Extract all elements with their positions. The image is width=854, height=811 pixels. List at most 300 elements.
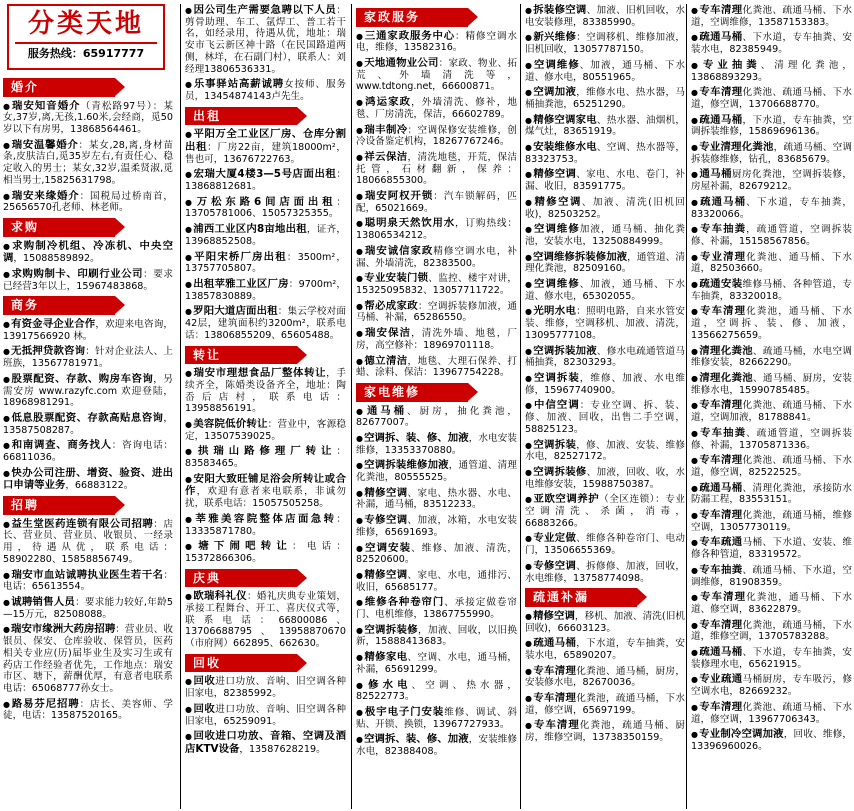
classified-ad — [3, 623, 173, 694]
ad-text: ：营业员、收银员、保安、仓库验收、保管员，医药相关专业应(历)届毕业生及实习生或有药店工作经验者优先，工作地点：瑞安市区、塘下，薪酬优厚，有意者电联系电话：65068777孙女士。 — [3, 624, 173, 694]
ad-name: 专业制冷空调加液 — [699, 728, 784, 741]
ad-text: ，下水道，专车抽粪，空调拆装维修，15869696136。 — [691, 114, 852, 138]
classified-ad — [525, 560, 685, 584]
ad-text: ，66883122。 — [65, 480, 134, 492]
ad-text: 、拆修修、加液，回收，水电维修，13758774098。 — [525, 560, 685, 584]
ad-text: ：9700m²，13857830889。 — [185, 278, 346, 302]
ad-name: 专车清理 — [699, 509, 743, 522]
ad-name: 宏瑞大厦4楼3—5号店面出租 — [193, 168, 337, 181]
classified-ad — [3, 345, 173, 369]
ad-name: 精修家电 — [364, 651, 408, 664]
classified-ad — [356, 327, 517, 351]
classified-ad — [691, 141, 852, 165]
ad-text: 、家电、热水器、水电、补漏，通马桶，83512233。 — [356, 487, 517, 511]
ad-text: 化粪池、通马桶、下水道，82503660。 — [691, 251, 852, 275]
ad-name: 德立清洁 — [364, 354, 408, 367]
classified-ad — [185, 513, 346, 537]
ad-text: ，疏通马桶、空调拆装修维修，钻孔，83685679。 — [691, 142, 852, 165]
classified-ad — [691, 399, 852, 423]
ad-text: ：剪骨助理、车工、氩焊工、普工若干名，如经录用，待遇从优，地址：瑞安市飞云新区神十路（在民国路道两侧，林垟，在石副门村），联系人：刘经理13806536331。 — [185, 5, 346, 75]
ad-text: ：要求已经营3年以上，15967483868。 — [3, 268, 173, 292]
ad-text: 、清理化粪池，13868893293。 — [691, 59, 852, 83]
ad-name: 疏通马桶 — [533, 637, 577, 650]
classified-ad — [3, 318, 173, 342]
classified-ad — [185, 675, 346, 699]
ad-text: 化粪池，通马桶、下水道、修空调，83622879。 — [691, 592, 852, 615]
ad-text: 化粪池、疏通马桶、下水道，修空调，82522525。 — [691, 455, 852, 478]
classified-ad — [691, 728, 852, 752]
ad-name: 专业清理 — [700, 250, 747, 263]
classified-ad — [3, 698, 173, 722]
column-5 — [686, 4, 852, 809]
ad-text: ：13705781006、15057325355。 — [185, 196, 346, 220]
classified-ad — [525, 372, 685, 396]
ad-text: ，维修、加液、水电维修，15967740900。 — [525, 372, 685, 396]
ad-text: ，外墙清洗、修补，地毯、厂房清洗，保洁，66602789。 — [356, 97, 517, 120]
ad-name: 维修各种卷帘门 — [364, 596, 445, 609]
ad-name: 光明水电 — [533, 305, 577, 318]
ad-text: ：针对企业法人、上班族，13567781971。 — [3, 346, 173, 370]
ad-name: 因公司生产需要急聘以下人员 — [193, 4, 337, 16]
classified-ad — [691, 427, 852, 451]
ad-text: ：集云学校对面42层，建筑面积约3200m²，联系电话：13806855209、65605488。 — [185, 306, 346, 341]
section-header: 家电维修 — [356, 383, 468, 402]
ad-name: 专车清理 — [700, 305, 747, 318]
classified-ad — [691, 564, 852, 588]
ad-name: 益生堂医药连锁有限公司招聘 — [11, 517, 154, 530]
ad-text: ，下水道，专车抽粪，安装水电，65890207。 — [525, 638, 685, 661]
classified-ad — [691, 86, 852, 110]
ad-name: 专车疏通 — [699, 536, 743, 549]
classified-ad — [185, 4, 346, 75]
ad-name: 和南调查、商务找人 — [11, 439, 112, 452]
ad-text: ，维修水电、热水器，马桶抽粪池，65251290。 — [525, 87, 685, 110]
classified-ad — [185, 367, 346, 415]
classified-ad — [356, 542, 517, 566]
ad-name: 专车清理 — [699, 700, 743, 713]
ad-name: 专修空调 — [533, 559, 577, 572]
ad-name: 精修空调 — [534, 195, 582, 208]
classified-ad — [356, 355, 517, 379]
ad-text: ，13587508287。 — [3, 412, 173, 436]
ad-name: 欧瑞科礼仪 — [193, 590, 247, 603]
ad-name: 专修空调 — [364, 514, 408, 527]
ad-text: ，15088589892。 — [13, 253, 100, 265]
ad-name: 拱瑞山路修理厂转让 — [197, 445, 337, 458]
ad-text: （全区连锁）：专业空调清洗、杀菌，消毒，66883266。 — [525, 494, 685, 529]
ad-text: 进口功放、音响、旧空调各种旧家电，82385992。 — [185, 676, 346, 700]
ad-text: ：某女,28,离,身材苗条,皮肤洁白,觅35岁左右,有责任心、稳定收入的男士；某女,32岁,温柔贤淑,觅相当男士,15825631798。 — [3, 139, 173, 186]
ad-name: 新兴维修 — [533, 31, 577, 44]
ad-name: 罗阳大道店面出租 — [193, 305, 278, 318]
ad-name: 无抵押贷款咨询 — [11, 345, 86, 358]
classified-ad — [356, 569, 517, 593]
ad-name: 回收进口功放、音箱、空调及酒店KTV设备 — [185, 730, 346, 755]
classified-ad — [691, 701, 852, 725]
classified-ad — [356, 57, 517, 93]
ad-text: ：照明电路，自来水管安装、维修，空调移机、加液、清洗，13095777108。 — [525, 306, 685, 341]
ad-text: ：咨询电话：66811036。 — [3, 440, 173, 464]
classified-ad — [525, 31, 685, 55]
ad-name: 低息股票配资、存款高贴息咨询 — [11, 411, 164, 424]
classified-ad — [525, 86, 685, 110]
classified-ad — [356, 514, 517, 538]
ad-text: 、加液、清洗(旧机回收)，82503252。 — [525, 196, 685, 220]
ad-name: 清理化粪池 — [699, 344, 753, 357]
ad-text: 化粪池，疏通马桶、厨房，维修空调，13738350159。 — [525, 720, 685, 744]
ad-name: 空调安装 — [365, 541, 412, 554]
ad-name: 瑞安保洁 — [365, 327, 412, 340]
classified-ad — [3, 100, 173, 136]
ad-name: 安阳大致旺铺足浴会所转让或合作 — [185, 472, 346, 498]
section-header: 疏通补漏 — [525, 588, 637, 607]
ad-name: 疏通马桶 — [699, 481, 743, 494]
column-4 — [520, 4, 685, 809]
ad-text: ，加液、回收，以旧换新，15888413683。 — [356, 624, 517, 648]
section-header: 庆典 — [185, 569, 297, 588]
classified-ad — [525, 168, 685, 192]
ad-name: 回收 — [193, 702, 216, 715]
ad-name: 瑞安来缘婚介 — [11, 189, 80, 202]
ad-text: ：家政、物业、拓荒、外墙清洗等，www.tdtong.net，66600871。 — [356, 58, 517, 93]
ad-name: 专车抽粪 — [700, 426, 747, 439]
ad-name: 空调维修拆装修加液 — [533, 250, 628, 263]
ad-name: 空调维修 — [534, 223, 580, 236]
ad-text: 、加液，通马桶、下水道、修水电，65302055。 — [525, 279, 685, 302]
classified-ad — [691, 536, 852, 560]
ad-name: 帮必成家政 — [364, 299, 418, 312]
ad-text: ，证齐，13968852508。 — [185, 224, 346, 247]
ad-text: 化粪池，疏通马桶，维修空调，13057730119。 — [691, 510, 852, 533]
column-1 — [3, 4, 173, 809]
section-header: 回收 — [185, 654, 297, 673]
ad-text: ：国税局过桥南首，25656570孔老师、林老师。 — [3, 190, 173, 214]
ad-text: ：店长、营业员、营业员、收银员、一经录用，待遇从优，联系电话：58902280、15858856749。 — [3, 518, 173, 565]
ad-text: ：厂房22亩，建筑18000m²，售也可，13676722763。 — [185, 141, 346, 165]
classified-ad — [356, 459, 517, 483]
classified-ad — [525, 141, 685, 165]
column-3 — [351, 4, 517, 809]
masthead-title: 分类天地 — [27, 9, 144, 39]
classified-ad — [185, 196, 346, 220]
ad-text: ：空调移机、维修加液，旧机回收，13057787150。 — [525, 32, 685, 56]
ad-text: ：13335871780。 — [185, 513, 346, 537]
ad-text: ：店长、美容师、学徒，电话：13587520165。 — [3, 698, 173, 722]
ad-text: 加液，通马桶、抽化粪池，安装水电，13250884999。 — [525, 224, 685, 247]
classified-ad — [691, 454, 852, 478]
ad-text: 化粪池，疏通马桶，下水道，维修空调，13705783288。 — [691, 619, 852, 643]
classified-ad — [356, 487, 517, 511]
classified-ad — [356, 30, 517, 54]
ad-name: 专车清理 — [699, 399, 743, 412]
classified-ad — [356, 151, 517, 187]
ad-name: 专业定做 — [533, 532, 577, 545]
ad-name: 精修空调 — [533, 609, 575, 622]
ad-name: 空调维修 — [534, 58, 580, 71]
ad-text: ：空调保修安装维修，创冷设备鉴定机构，18267767246。 — [356, 124, 517, 148]
ad-text: 、空调、热水器等，83323753。 — [525, 142, 685, 165]
ad-text: 、空调、水电，通马桶，补漏，65691299。 — [356, 652, 517, 675]
ad-name: 专业清理化粪池 — [699, 141, 774, 154]
classified-ad — [185, 418, 346, 442]
ad-text: 、加液、旧机回收，水电安装修理，83385990。 — [525, 5, 685, 28]
ad-name: 塘下闹吧转让 — [198, 540, 292, 553]
classified-ad — [691, 482, 852, 506]
section-header: 招聘 — [3, 496, 115, 515]
ad-text: 精修空调水电，补漏、外墙清洗，82383500。 — [356, 245, 517, 269]
ad-name: 美容院低价转让 — [193, 417, 268, 430]
ad-name: 疏通马桶 — [700, 195, 747, 208]
ad-name: 空调拆装 — [533, 438, 577, 451]
classified-ad — [185, 128, 346, 165]
ad-name: 专车抽粪 — [699, 563, 743, 576]
ad-name: 出租苹雅工业区厂房 — [193, 277, 289, 290]
ad-name: 三通家政服务中心 — [364, 29, 456, 42]
ad-text: ：电话：65613554。 — [3, 569, 173, 593]
classified-ad — [525, 196, 685, 220]
ad-text: 、加液，冰箱，水电安装维修，65691693。 — [356, 515, 517, 538]
ad-text: ，移机、加液、清洗(旧机回收)，66603123。 — [525, 610, 685, 634]
ad-text: ，欢迎来电咨询，13917566920 林。 — [3, 319, 173, 342]
ad-name: 极宇电子门安装 — [364, 706, 445, 718]
ad-name: 中信空调 — [534, 399, 580, 412]
masthead — [7, 4, 165, 70]
classified-ad — [691, 114, 852, 138]
ad-text: ，手续齐全，陈婚类设备齐全，地址：陶岙后店村，联系电话：13958856191。 — [185, 368, 346, 415]
classified-ad — [691, 509, 852, 533]
ad-text: 、维修各种卷帘门、电动门，13506655369。 — [525, 533, 685, 557]
classified-ad — [525, 399, 685, 435]
ad-text: 、监控、楼宇对讲，15325095832、13057711722。 — [356, 273, 517, 296]
ad-text: 化粪池、疏通马桶、下水道，修空调，13967706343。 — [691, 701, 852, 725]
ad-name: 求购制冷机组、冷冻机、中央空调 — [3, 239, 173, 265]
ad-text: ：专业空调、拆、装、修、加液、回收，出售二手空调，58825123。 — [525, 400, 685, 435]
ad-name: 清理化粪池 — [699, 371, 753, 384]
ad-name: 精修空调 — [364, 486, 408, 499]
ad-text: 、维修、加液、清洗，82520600。 — [356, 542, 517, 566]
ad-name: 莘雅美容院整体店面急转 — [195, 512, 337, 525]
ad-text: 化粪池、通马桶，厨房，安装修水电，82670036。 — [525, 665, 685, 689]
classified-ad — [356, 217, 517, 241]
ad-name: 瑞丰制冷 — [364, 123, 408, 136]
classified-ad — [3, 467, 173, 492]
classified-ad — [185, 473, 346, 510]
ad-name: 专车清理 — [533, 664, 577, 677]
ad-name: 瑞安阿权开锁 — [364, 190, 434, 203]
ad-name: 鸿运家政 — [365, 96, 412, 109]
classified-ad — [691, 372, 852, 396]
ad-name: 疏通马桶 — [699, 31, 743, 44]
classified-ad — [356, 96, 517, 120]
classified-ad — [691, 673, 852, 697]
classified-ad — [525, 223, 685, 247]
ad-text: 、家电、水电，通排污、收旧，65685177。 — [356, 569, 517, 593]
ad-text: ，地毯、大理石保养、打蜡、涂料、保洁：13967754228。 — [356, 355, 517, 379]
classified-ad — [185, 223, 346, 247]
ad-name: 疏通马桶 — [699, 646, 743, 659]
ad-text: ：要求能力较好,年龄5—15万元，82508088。 — [3, 597, 173, 620]
ad-name: 专车清理 — [700, 591, 747, 604]
ad-text: ，回收、维修，13396960026。 — [691, 729, 852, 752]
ad-name: 安装维修水电 — [533, 141, 597, 154]
classified-ad — [691, 251, 852, 275]
ad-text: ：婚礼庆典专业策划，承接工程舞台、开工、喜庆仪式等，联系电话：66800086、13706688795、13958870670（市府网）662895、662630。 — [185, 591, 346, 650]
classified-ad — [185, 78, 346, 102]
ad-text: 、加液，回收、收，水电维修安装，15988750387。 — [525, 466, 685, 490]
ad-name: 聪明泉天然饮用水 — [364, 217, 456, 230]
section-header: 商务 — [3, 296, 115, 315]
classified-ad — [691, 619, 852, 643]
ad-text: 化粪池、疏通马桶、下水道，修空调，13706688770。 — [691, 87, 852, 110]
classified-ad — [185, 278, 346, 302]
ad-text: ：83583465。 — [185, 446, 346, 470]
ad-text: ：汽车锁解码，匹配，65021669。 — [356, 191, 517, 214]
classified-ad — [185, 730, 346, 755]
classified-ad — [525, 466, 685, 490]
ad-name: 专业疏通 — [699, 673, 743, 686]
classified-ad — [525, 439, 685, 463]
classified-ad — [356, 245, 517, 269]
ad-name: 瑞安温馨婚介 — [11, 138, 79, 151]
classified-ad — [525, 493, 685, 529]
ad-text: 、加液，通马桶、下水道、修水电，80551965。 — [525, 59, 685, 83]
ad-text: 、修水电疏通管道马桶抽粪，82303293。 — [525, 345, 685, 369]
ad-name: 乐事驿站高薪诚聘 — [193, 78, 285, 91]
ad-name: 拆装修空调 — [533, 4, 587, 16]
classified-ad — [3, 518, 173, 566]
ad-text: 、下水道，专车抽粪、安装水电，82385949。 — [691, 32, 852, 56]
classified-ad — [356, 733, 517, 757]
ad-text: （青松路97号）：某女,37岁,离,无孩,1.60米,会经商，觅50岁以下有房男，13868564461。 — [3, 100, 173, 136]
ad-name: 空调拆装 — [534, 371, 580, 384]
ad-name: 空调拆装修 — [364, 623, 418, 636]
classified-ad — [525, 345, 685, 369]
classified-ad — [691, 59, 852, 83]
ad-name: 万松东路6间店面出租 — [196, 195, 337, 208]
ad-text: 化粪池、疏通马桶、下水道，空调维修，13587153383。 — [691, 5, 852, 28]
ad-text: 化粪池，疏通马桶，下水道，修空调，65697199。 — [525, 693, 685, 716]
classified-ad — [3, 190, 173, 214]
ad-text: 、空调、热水器，82522773。 — [356, 679, 517, 703]
ad-name: 瑞安市理想食品厂整体转让 — [193, 367, 327, 380]
classified-ad — [3, 439, 173, 463]
ad-name: 通马桶 — [366, 404, 407, 417]
ad-name: 精修空调家电 — [533, 113, 597, 126]
ad-text: 厨房化粪池，空调拆装修，房屋补漏，82679212。 — [691, 169, 852, 193]
ad-text: ：3500m²，13757705807。 — [185, 251, 346, 275]
ad-text: ：13868812681。 — [185, 169, 346, 193]
ad-name: 浦西工业区内8亩地出租 — [193, 223, 307, 236]
ad-name: 路易芬尼招聘 — [11, 697, 80, 710]
ad-text: 、清理化粪池，承接防水防漏工程，83553151。 — [691, 482, 852, 506]
ad-name: 专车清理 — [699, 454, 743, 467]
ad-name: 回收 — [193, 675, 216, 688]
classified-ad — [356, 624, 517, 648]
ad-name: 亚欧空调养护 — [533, 493, 600, 506]
classified-ad — [525, 4, 685, 28]
classified-ad — [185, 703, 346, 727]
ad-text: 、厨房，抽化粪池，82677007。 — [356, 405, 517, 429]
classified-ad — [185, 540, 346, 564]
classified-ad — [691, 305, 852, 341]
ad-name: 空调拆装修 — [533, 465, 587, 478]
ad-name: 瑞安知音婚介 — [12, 99, 81, 112]
ad-text: ，疏通管道，空调拆装修、补漏，15158567856。 — [691, 224, 852, 247]
ad-text: ，13587628219。 — [239, 743, 326, 755]
classified-ad — [356, 272, 517, 296]
classified-ad — [525, 251, 685, 275]
ad-name: 专车清理 — [699, 86, 743, 99]
ad-name: 求购购制卡、印刷行业公司 — [11, 267, 144, 280]
classified-ad — [356, 124, 517, 148]
classified-ad — [525, 532, 685, 556]
classified-ad — [356, 596, 517, 620]
ad-text: 化粪池，通马桶、下水道，空调拆、装、修、加液，13566275659。 — [691, 306, 852, 341]
classified-ad — [3, 139, 173, 187]
ad-text: 、家电、水电、卷门，补漏、收旧，83591775。 — [525, 169, 685, 193]
ad-text: ：电话：15372866306。 — [185, 541, 346, 564]
ad-name: 天地通物业公司 — [364, 57, 439, 70]
ad-text: 、疏通马桶、下水道，空调维修，81908359。 — [691, 564, 852, 588]
ad-name: 精修空调 — [533, 168, 577, 181]
section-header: 婚介 — [3, 78, 115, 97]
ad-name: 平阳万全工业区厂房、仓库分割出租 — [185, 128, 346, 153]
classified-ad — [3, 373, 173, 409]
ad-text: 、下水道，专车抽粪，83320066。 — [691, 196, 852, 220]
ad-name: 专业安装门锁 — [364, 272, 429, 285]
ad-name: 疏通马桶 — [699, 113, 743, 126]
ad-name: 空调维修 — [534, 278, 580, 291]
ad-text: ，修、加液、安装、维修水电，82527172。 — [525, 439, 685, 463]
section-header: 家政服务 — [356, 8, 468, 27]
ad-text: ，订购热线：13806534212。 — [356, 218, 517, 242]
ad-text: 马桶、下水道、安装、维修各种管道，83319572。 — [691, 537, 852, 561]
ad-name: 祥云保洁 — [364, 150, 408, 163]
section-header: 求购 — [3, 218, 115, 237]
classified-ad — [525, 278, 685, 302]
service-hotline: 服务热线：65917777 — [15, 42, 157, 60]
ad-name: 专车清理 — [533, 692, 577, 705]
ad-name: 专车清理 — [534, 719, 580, 732]
ad-text: ，清洗外墙、地毯，厂房，高空修补：18969701118。 — [356, 328, 517, 351]
ad-text: ，通管道、清理化粪池，82509160。 — [525, 251, 685, 275]
classified-ad — [691, 196, 852, 220]
classified-ad — [525, 610, 685, 634]
ad-text: 维修、调试、斜贴、开锁、换锁，13967727933。 — [356, 707, 517, 730]
classified-ad — [356, 300, 517, 324]
classified-ad — [691, 345, 852, 369]
classified-ad — [3, 569, 173, 593]
ad-name: 诚聘销售人员 — [11, 596, 76, 608]
classified-ad — [691, 31, 852, 55]
classified-ad — [356, 679, 517, 703]
classified-ad — [525, 305, 685, 341]
classified-ad — [691, 223, 852, 247]
ad-name: 专车清理 — [699, 4, 743, 16]
ad-text: ，安装维修水电，82388408。 — [356, 734, 517, 758]
ad-name: 专车清理 — [699, 618, 743, 631]
ad-text: 、通马桶、厨房，安装维修水电，15990785485。 — [691, 372, 852, 396]
ad-text: 维修马桶、各种管道，专车抽粪，83320018。 — [691, 279, 852, 302]
ad-text: 、疏通管道，空调拆装修、补漏，13705871336。 — [691, 427, 852, 451]
classified-ad — [3, 412, 173, 436]
classified-ad — [691, 4, 852, 28]
classified-ad — [525, 59, 685, 83]
classified-ad — [691, 278, 852, 302]
classified-ad — [356, 405, 517, 429]
ad-name: 修水电 — [368, 678, 412, 691]
ad-name: 平阳宋桥厂房出租 — [194, 250, 287, 263]
